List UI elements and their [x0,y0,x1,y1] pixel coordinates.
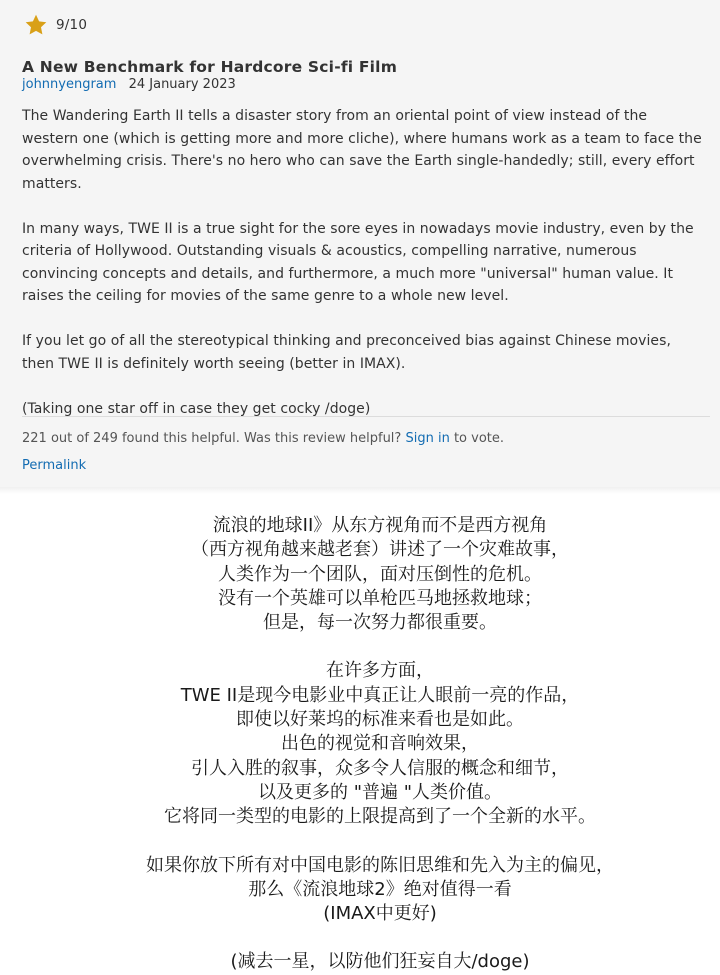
review-paragraph: The Wandering Earth II tells a disaster story from an oriental point of view instead of the western one (which is getting more and more cliche), where humans work as a team to face the overwhelming crisis. There's no hero who can save the Earth single-handedly; still, every effort matters. [22,108,702,192]
translation-line: (IMAX中更好) [323,903,437,925]
review-body [22,105,704,420]
star-icon [24,13,48,37]
translation-line: 即使以好莱坞的标准来看也是如此。 [236,709,524,731]
sign-in-link[interactable]: Sign in [405,431,450,446]
section-separator [0,487,720,494]
translation-line: 没有一个英雄可以单枪匹马地拯救地球； [218,587,542,609]
permalink-link[interactable]: Permalink [22,458,87,473]
translation-line: 但是，每一次努力都很重要。 [263,612,497,634]
translation-paragraph [140,950,620,974]
helpful-suffix: to vote. [453,431,505,446]
translation-line: 出色的视觉和音响效果， [281,733,479,755]
translation-paragraph [140,514,620,635]
translation-line: （西方视角越来越老套）讲述了一个灾难故事， [191,539,569,561]
translation-line: 如果你放下所有对中国电影的陈旧思维和先入为主的偏见， [146,854,614,876]
review-card [0,0,720,487]
translation-line: 它将同一类型的电影的上限提高到了一个全新的水平。 [164,806,596,828]
review-paragraph: If you let go of all the stereotypical thinking and preconceived bias against Chinese movies, then TWE II is definitely worth seeing (better in IMAX). [22,333,671,372]
author-link[interactable]: johnnyengram [22,77,117,92]
translation-line: TWE II是现今电影业中真正让人眼前一亮的作品， [180,684,580,706]
rating [22,12,704,38]
review-paragraph: (Taking one star off in case they get cocky /doge) [22,400,371,417]
helpful-count-text: 221 out of 249 found this helpful. Was this review helpful? [22,431,402,446]
translation-line: 那么《流浪地球2》绝对值得一看 [248,878,512,900]
helpful-line [22,431,504,446]
translation-line: 流浪的地球II》从东方视角而不是西方视角 [212,515,548,536]
translation-line: 引人入胜的叙事，众多令人信服的概念和细节， [191,757,569,779]
divider [22,416,710,417]
rating-score: 9/10 [56,17,88,33]
review-meta [22,77,704,92]
review-date: 24 January 2023 [128,77,236,92]
translation-line: 以及更多的 "普遍 "人类价值。 [257,781,502,803]
translation-line: 在许多方面， [326,660,434,682]
review-paragraph: In many ways, TWE II is a true sight for the sore eyes in nowadays movie industry, even by the criteria of Hollywood. Outstanding visuals & acoustics, compelling narrative, numerous convincing concepts and details, and furthermore, a much more "universal" human value. It raises the ceiling for movies of the same genre to a whole new level. [22,220,694,304]
translation-paragraph [140,854,620,927]
review-title: A New Benchmark for Hardcore Sci-fi Film [22,58,398,76]
chinese-translation [0,494,720,975]
translation-line: 人类作为一个团队，面对压倒性的危机。 [218,563,542,585]
translation-line: (减去一星，以防他们狂妄自大/doge) [230,951,530,973]
translation-paragraph [140,659,620,829]
